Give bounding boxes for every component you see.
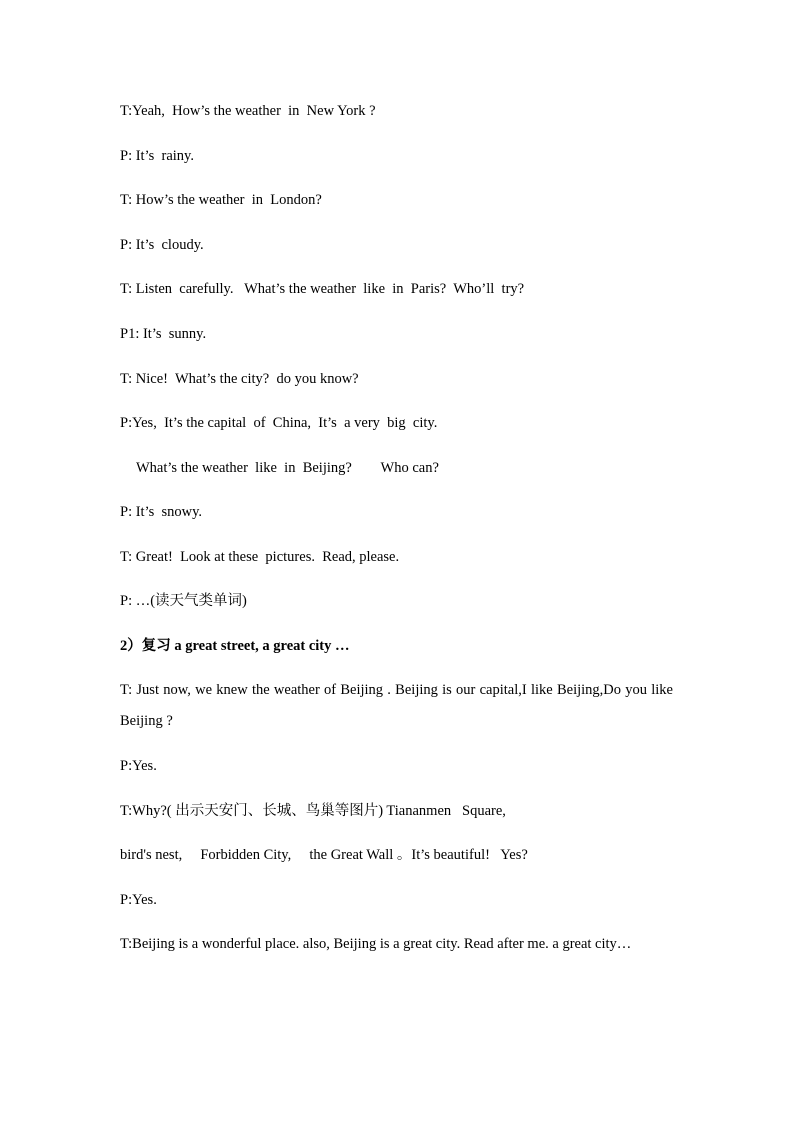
dialogue-line: T: How’s the weather in London? [120,192,322,208]
dialogue-line: P: It’s snowy. [120,504,203,520]
dialogue-line: T: Great! Look at these pictures. Read, please. [120,549,400,565]
dialogue-line: P: It’s rainy. [120,148,194,164]
dialogue-line: P1: It’s sunny. [120,326,207,342]
dialogue-line: T:Yeah, How’s the weather in New York ? [120,103,376,119]
dialogue-line: P:Yes. [120,758,157,774]
dialogue-line: What’s the weather like in Beijing? Who can? [136,460,439,476]
paragraph: T:Beijing is a wonderful place. also, Beijing is a great city. Read after me. a great city… [120,936,632,952]
dialogue-line: P: It’s cloudy. [120,237,204,253]
dialogue-line: P: …(读天气类单词) [120,593,247,609]
dialogue-line: T: Listen carefully. What’s the weather like in Paris? Who’ll try? [120,281,525,297]
dialogue-line: T: Nice! What’s the city? do you know? [120,371,359,387]
dialogue-line: bird's nest, Forbidden City, the Great Wall 。It’s beautiful! Yes? [120,847,528,863]
dialogue-line: P:Yes. [120,892,157,908]
paragraph: T: Just now, we knew the weather of Beijing . Beijing is our capital,I like Beijing,Do you like Beijing ? [120,682,673,729]
dialogue-line: P:Yes, It’s the capital of China, It’s a very big city. [120,415,438,431]
section-heading: 2）复习 a great street, a great city … [120,638,350,654]
dialogue-line: T:Why?( 出示天安门、长城、鸟巢等图片) Tiananmen Square, [120,803,506,819]
